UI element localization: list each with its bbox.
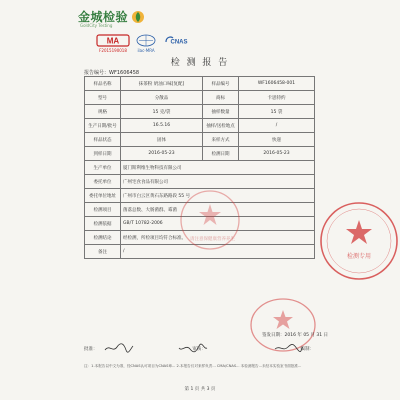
field-value: 16.5.16	[121, 119, 203, 133]
report-number	[84, 69, 139, 76]
field-label: 备注	[85, 245, 121, 259]
cma-number: F2015190018	[99, 48, 127, 53]
center-seal-icon	[178, 188, 242, 252]
field-value: WF1606458-001	[239, 77, 315, 91]
report-number-label: 报告编号：	[84, 70, 110, 76]
field-label: 抽样数量	[203, 105, 239, 119]
table-row	[85, 119, 315, 133]
field-value: 广州市白云区黄石东路路段 55 号	[121, 189, 315, 203]
table-row	[85, 91, 315, 105]
field-value: /	[121, 245, 315, 259]
report-title: 检 测 报 告	[170, 58, 230, 68]
field-label: 检测日期	[203, 147, 239, 161]
table-row	[85, 77, 315, 91]
field-value: 抹茶粉 奶油口味[复配]	[121, 77, 203, 91]
ilac-label: ilac-MRA	[137, 48, 155, 53]
cma-mark	[96, 34, 130, 53]
issue-date-value: 2016 年 05 月 31 日	[284, 333, 329, 338]
table-row	[85, 175, 315, 189]
field-value: GB/T 10782-2006	[121, 217, 315, 231]
field-value: 2016-05-23	[239, 147, 315, 161]
preparer-label: 编制：	[300, 347, 314, 352]
svg-text:MA: MA	[106, 36, 120, 46]
issue-date-label: 签发日期：	[262, 333, 285, 338]
field-value: 15 克/袋	[121, 105, 203, 119]
page-number: 第 1 页 共 3 页	[184, 387, 216, 392]
ilac-mark	[136, 34, 156, 53]
field-label: 生产单位	[85, 161, 121, 175]
brand-tagline: GoldCity Testing	[80, 23, 113, 28]
field-value: 厦门斯利维生物科技有限公司	[121, 161, 315, 175]
cma-logo-icon	[96, 34, 130, 47]
field-value: 2016-05-23	[121, 147, 203, 161]
approver-label: 批准：	[84, 347, 98, 352]
field-label: 来样方式	[203, 133, 239, 147]
field-label: 检测结论	[85, 231, 121, 245]
field-label: 商标	[203, 91, 239, 105]
reviewer-signature-icon	[178, 342, 208, 354]
brand-name: 金城检验	[78, 10, 129, 24]
field-label: 抽样/送检地点	[203, 119, 239, 133]
field-label: 样品名称	[85, 77, 121, 91]
table-row	[85, 161, 315, 175]
field-value: 15 袋	[239, 105, 315, 119]
field-value: 固体	[121, 133, 203, 147]
watermark-text: 请注意保健康营养养生	[190, 237, 235, 242]
preparer-signature-icon	[274, 342, 304, 354]
field-value: 分散品	[121, 91, 203, 105]
approver-signature-icon	[104, 342, 134, 354]
cnas-logo-icon	[162, 34, 190, 47]
field-label: 委托单位	[85, 175, 121, 189]
ilac-logo-icon	[136, 34, 156, 47]
table-row	[85, 105, 315, 119]
leaf-logo-icon	[131, 10, 145, 24]
field-label: 样品编号	[203, 77, 239, 91]
side-seal-text: 检测专用	[346, 253, 372, 260]
reviewer-label: 审核：	[192, 347, 206, 352]
field-label: 规格	[85, 105, 121, 119]
field-value: 快递	[239, 133, 315, 147]
field-value: 菌落总数、大肠菌群、霉菌	[121, 203, 315, 217]
field-label: 检测依据	[85, 217, 121, 231]
report-number-value: WF1606458	[109, 70, 140, 76]
side-seal-icon	[318, 200, 400, 282]
cnas-mark	[162, 34, 190, 47]
accreditation-marks	[96, 34, 190, 53]
table-row	[85, 147, 315, 161]
field-label: 型号	[85, 91, 121, 105]
field-value: /	[239, 119, 315, 133]
issue-date	[262, 332, 328, 338]
field-value: 经检测，所检项目均符合标准。	[121, 231, 315, 245]
field-label: 到样日期	[85, 147, 121, 161]
field-value: 卡思特约	[239, 91, 315, 105]
footer-notes: 注：1.本报告以中文为准，经CNAS认可项目为CNAS章... 2.本报告仅对来样负责... CMA/CNAS... 本检测报告...未经本实验室书面批准...	[84, 364, 302, 368]
field-label: 检测项目	[85, 203, 121, 217]
field-label: 生产日期/批号	[85, 119, 121, 133]
svg-text:CNAS: CNAS	[170, 39, 188, 46]
field-value: 广州宅食食品有限公司	[121, 175, 315, 189]
table-row	[85, 133, 315, 147]
field-label: 样品状态	[85, 133, 121, 147]
field-label: 委托单位地址	[85, 189, 121, 203]
